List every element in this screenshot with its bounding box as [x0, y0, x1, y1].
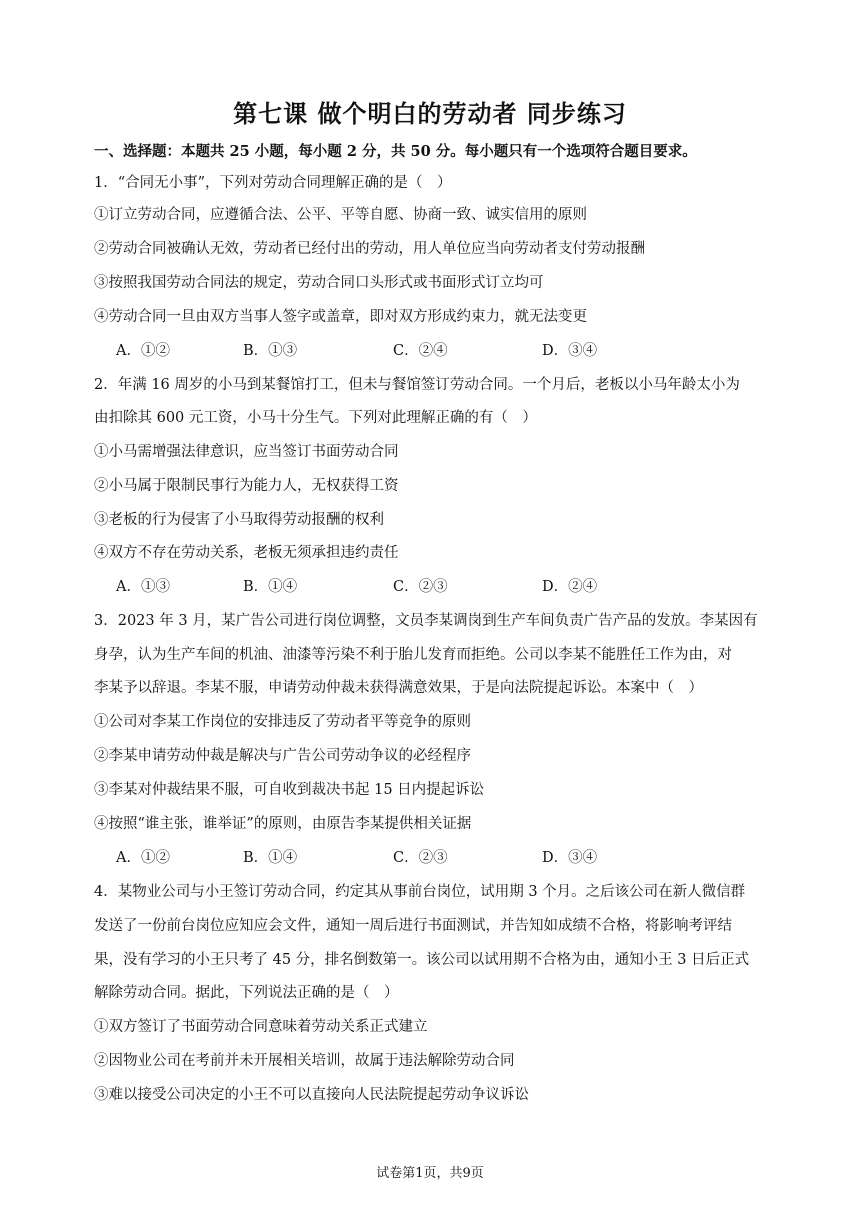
question-item: ③难以接受公司决定的小王不可以直接向人民法院提起劳动争议诉讼: [94, 1087, 529, 1103]
question-item: ①订立劳动合同，应遵循合法、公平、平等自愿、协商一致、诚实信用的原则: [94, 207, 587, 223]
question-stem: 由扣除其 600 元工资，小马十分生气。下列对此理解正确的有（ ）: [94, 410, 537, 426]
option-a[interactable]: A．①②: [116, 343, 170, 359]
question-stem: 发送了一份前台岗位应知应会文件，通知一周后进行书面测试，并告知如成绩不合格，将影响考评结: [94, 918, 732, 934]
question-stem: 3．2023 年 3 月，某广告公司进行岗位调整，文员李某调岗到生产车间负责广告产品的发放。李某因有: [94, 613, 758, 629]
question-item: ③李某对仲裁结果不服，可自收到裁决书起 15 日内提起诉讼: [94, 782, 485, 798]
option-c[interactable]: C．②④: [393, 343, 448, 359]
option-d[interactable]: D．②④: [542, 579, 598, 595]
question-item: ③老板的行为侵害了小马取得劳动报酬的权利: [94, 512, 384, 528]
question-stem: 身孕，认为生产车间的机油、油漆等污染不利于胎儿发育而拒绝。公司以李某不能胜任工作为由，对: [94, 647, 732, 663]
question-stem: 李某予以辞退。李某不服，申请劳动仲裁未获得满意效果，于是向法院提起诉讼。本案中（ ）: [94, 680, 703, 696]
option-b[interactable]: B．①③: [243, 343, 298, 359]
question-stem: 果，没有学习的小王只考了 45 分，排名倒数第一。该公司以试用期不合格为由，通知小王 3 日后正式: [94, 952, 750, 968]
question-item: ②劳动合同被确认无效，劳动者已经付出的劳动，用人单位应当向劳动者支付劳动报酬: [94, 241, 645, 257]
section-heading: 一、选择题：本题共 25 小题，每小题 2 分，共 50 分。每小题只有一个选项符合题目要求。: [94, 143, 697, 160]
option-a[interactable]: A．①②: [116, 850, 170, 866]
question-item: ②李某申请劳动仲裁是解决与广告公司劳动争议的必经程序: [94, 748, 471, 764]
option-a[interactable]: A．①③: [116, 579, 170, 595]
question-item: ④劳动合同一旦由双方当事人签字或盖章，即对双方形成约束力，就无法变更: [94, 309, 587, 325]
question-item: ②小马属于限制民事行为能力人，无权获得工资: [94, 478, 399, 494]
question-stem: 4．某物业公司与小王签订劳动合同，约定其从事前台岗位，试用期 3 个月。之后该公司在新人微信群: [94, 884, 746, 900]
question-item: ④双方不存在劳动关系，老板无须承担违约责任: [94, 545, 399, 561]
question-item: ①小马需增强法律意识，应当签订书面劳动合同: [94, 444, 399, 460]
option-c[interactable]: C．②③: [393, 579, 448, 595]
question-item: ①公司对李某工作岗位的安排违反了劳动者平等竞争的原则: [94, 714, 471, 730]
option-d[interactable]: D．③④: [542, 850, 598, 866]
question-item: ①双方签订了书面劳动合同意味着劳动关系正式建立: [94, 1019, 428, 1035]
option-c[interactable]: C．②③: [393, 850, 448, 866]
question-item: ③按照我国劳动合同法的规定，劳动合同口头形式或书面形式订立均可: [94, 275, 544, 291]
option-b[interactable]: B．①④: [243, 579, 298, 595]
question-stem: 2．年满 16 周岁的小马到某餐馆打工，但未与餐馆签订劳动合同。一个月后，老板以小马年龄太小为: [94, 377, 740, 393]
option-b[interactable]: B．①④: [243, 850, 298, 866]
question-item: ④按照“谁主张，谁举证”的原则，由原告李某提供相关证据: [94, 816, 472, 832]
option-d[interactable]: D．③④: [542, 343, 598, 359]
question-item: ②因物业公司在考前并未开展相关培训，故属于违法解除劳动合同: [94, 1053, 515, 1069]
question-stem: 解除劳动合同。据此，下列说法正确的是（ ）: [94, 985, 399, 1001]
question-stem: 1．“合同无小事”，下列对劳动合同理解正确的是（ ）: [94, 175, 452, 191]
page-title: 第七课 做个明白的劳动者 同步练习: [233, 99, 627, 128]
page-footer: 试卷第1页，共9页: [376, 1166, 484, 1181]
